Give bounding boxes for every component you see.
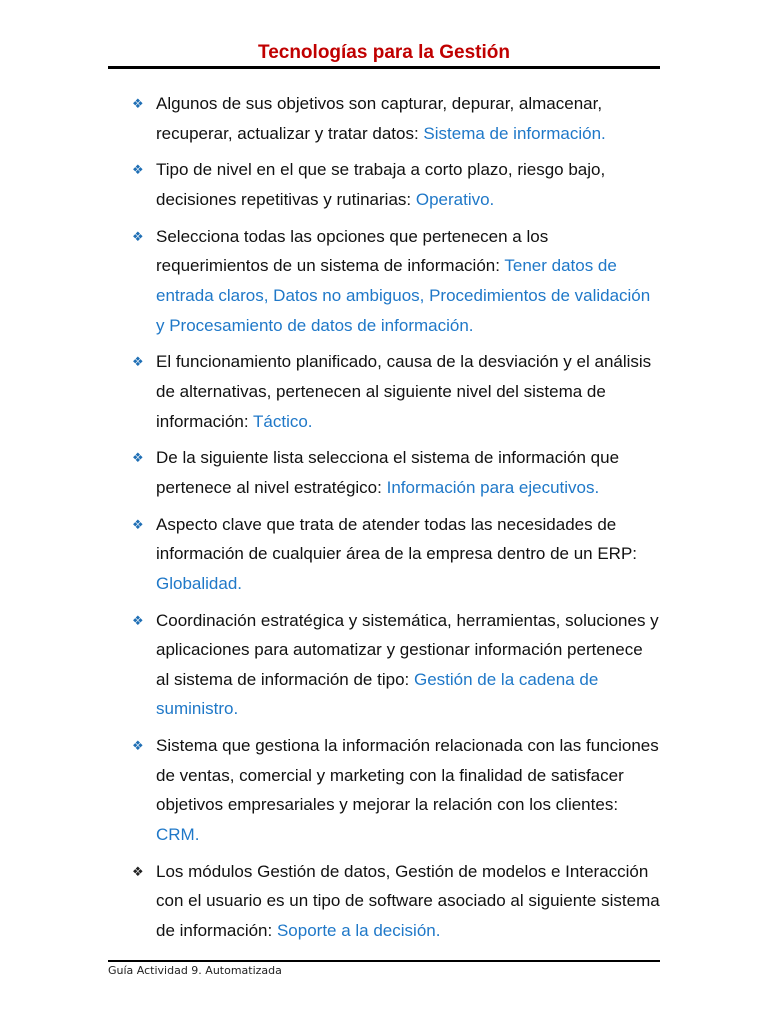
answer-text: Soporte a la decisión. (276, 920, 441, 940)
answer-text: Gestión de la cadena de suministro. (156, 669, 599, 719)
question-text: Sistema que gestiona la información relacionada con las funciones de ventas, comercial y marketing con la finalidad de satisfacer objetivos empresariales y mejorar la relación con los clientes: (156, 736, 659, 815)
diamond-bullet-icon: ❖ (132, 228, 144, 244)
diamond-bullet-icon: ❖ (132, 354, 144, 370)
list-item (130, 155, 660, 214)
list-item (130, 606, 660, 724)
qa-list (130, 89, 660, 953)
answer-text: Globalidad. (156, 573, 243, 593)
question-text: Los módulos Gestión de datos, Gestión de modelos e Interacción con el usuario es un tipo de software asociado al siguiente sistema de información: (156, 861, 660, 940)
diamond-bullet-icon: ❖ (132, 516, 144, 532)
question-text: De la siguiente lista selecciona el sistema de información que pertenece al nivel estratégico: (156, 448, 620, 497)
list-item (130, 731, 660, 849)
answer-text: Tener datos de entrada claros, Datos no ambiguos, Procedimientos de validación y Procesamiento de datos de información. (156, 256, 651, 335)
answer-text: Información para ejecutivos. (386, 477, 600, 497)
answer-text: Táctico. (253, 411, 313, 431)
diamond-bullet-icon: ❖ (132, 96, 144, 111)
diamond-bullet-icon: ❖ (132, 162, 144, 178)
answer-text: Operativo. (415, 189, 495, 209)
question-text: Selecciona todas las opciones que pertenecen a los requerimientos de un sistema de información: (156, 226, 549, 276)
diamond-bullet-icon: ❖ (132, 450, 144, 466)
question-text: Tipo de nivel en el que se trabaja a corto plazo, riesgo bajo, decisiones repetitivas y rutinarias: (156, 160, 606, 209)
list-item (130, 510, 660, 599)
page-title: Tecnologías para la Gestión (258, 42, 510, 63)
list-item (130, 222, 660, 340)
list-item (130, 347, 660, 436)
question-text: El funcionamiento planificado, causa de la desviación y el análisis de alternativas, pertenecen al siguiente nivel del sistema de información: (156, 352, 652, 431)
question-text: Aspecto clave que trata de atender todas las necesidades de información de cualquier área de la empresa dentro de un ERP: (156, 514, 638, 564)
diamond-bullet-icon: ❖ (132, 738, 144, 754)
footer-text: Guía Actividad 9. Automatizada (108, 964, 282, 977)
diamond-bullet-icon: ❖ (132, 863, 144, 879)
answer-text: CRM. (156, 824, 200, 844)
list-item (130, 857, 660, 946)
question-text: Algunos de sus objetivos son capturar, depurar, almacenar, recuperar, actualizar y tratar datos: (156, 94, 603, 143)
list-item (130, 89, 660, 148)
question-text: Coordinación estratégica y sistemática, herramientas, soluciones y aplicaciones para automatizar y gestionar información pertenece al sistema de información de tipo: (156, 610, 659, 689)
header-divider (108, 66, 660, 69)
footer-divider (108, 960, 660, 962)
list-item (130, 443, 660, 502)
answer-text: Sistema de información. (423, 123, 606, 143)
diamond-bullet-icon: ❖ (132, 612, 144, 628)
